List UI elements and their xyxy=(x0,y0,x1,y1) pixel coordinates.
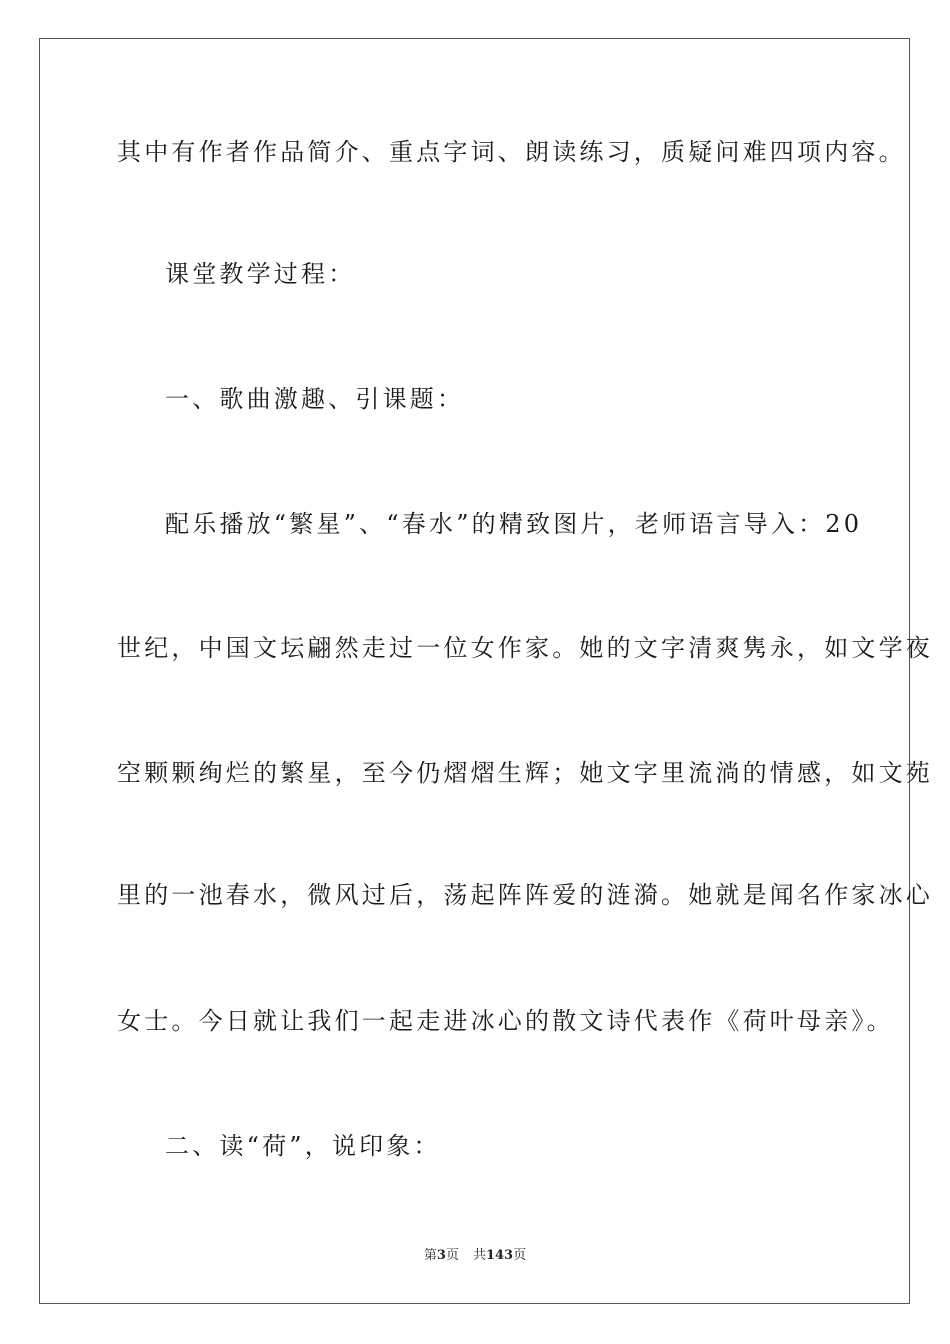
section-heading-one: 一、歌曲激趣、引课题： xyxy=(165,385,465,413)
footer-total-pages: 143 xyxy=(485,1248,514,1263)
paragraph-line-4: 空颗颗绚烂的繁星，至今仍熠熠生辉；她文字里流淌的情感，如文苑 xyxy=(117,759,933,787)
section-heading-classroom-process: 课堂教学过程： xyxy=(165,260,356,288)
footer-total-prefix: 共 xyxy=(472,1248,486,1263)
paragraph-line-3: 世纪，中国文坛翩然走过一位女作家。她的文字清爽隽永，如文学夜 xyxy=(117,634,933,662)
paragraph-line-5: 里的一池春水，微风过后，荡起阵阵爱的涟漪。她就是闻名作家冰心 xyxy=(117,881,933,909)
paragraph-line-2: 配乐播放“繁星”、“春水”的精致图片，老师语言导入：20 xyxy=(165,510,863,538)
footer-page-suffix: 页 xyxy=(445,1248,459,1263)
footer-page-prefix: 第 xyxy=(423,1248,437,1263)
page-footer xyxy=(0,1247,950,1265)
section-heading-two: 二、读“荷”，说印象： xyxy=(165,1132,441,1160)
footer-total-suffix: 页 xyxy=(513,1248,527,1263)
paragraph-line-6: 女士。今日就让我们一起走进冰心的散文诗代表作《荷叶母亲》。 xyxy=(117,1007,894,1035)
footer-page-number: 3 xyxy=(436,1248,446,1263)
page-border xyxy=(39,38,933,1304)
paragraph-line-1: 其中有作者作品简介、重点字词、朗读练习，质疑问难四项内容。 xyxy=(117,138,906,166)
